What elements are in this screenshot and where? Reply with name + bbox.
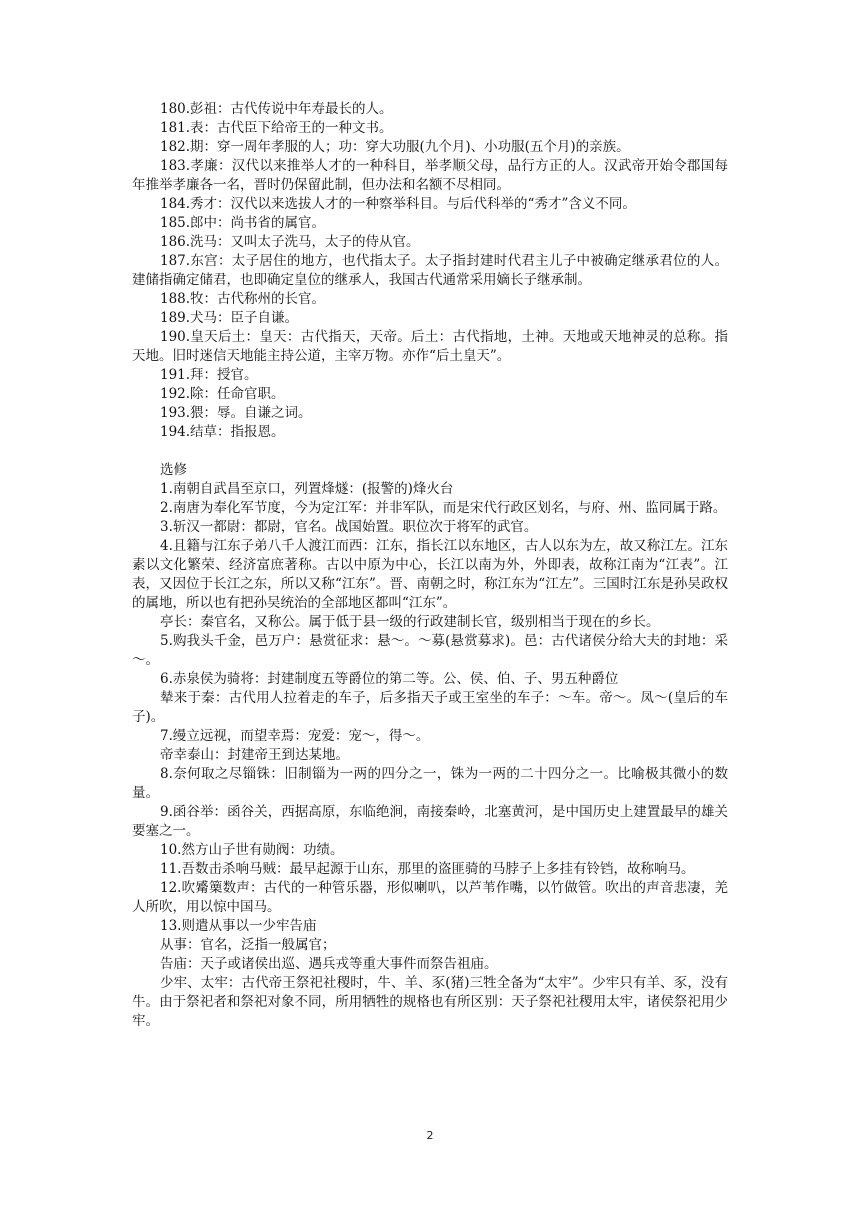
glossary-entry: 188.牧：古代称州的长官。 [160, 291, 326, 307]
glossary-entry: 帝幸泰山：封建帝王到达某地。 [160, 747, 349, 763]
glossary-entry: 2.南唐为奉化军节度，今为定江军：并非军队，而是宋代行政区划名，与府、州、监同属于路。 [160, 500, 727, 516]
glossary-list-top [132, 100, 728, 442]
glossary-entry: 7.缦立远视，而望幸焉：宠爱：宠～，得～。 [160, 728, 430, 744]
glossary-entry: 187.东宫：太子居住的地方，也代指太子。太子指封建时代君主儿子中被确定继承君位的人。建储指确定储君，也即确定皇位的继承人，我国古代通常采用嫡长子继承制。 [132, 253, 728, 288]
glossary-entry: 10.然方山子世有勋阀：功绩。 [160, 842, 344, 858]
glossary-entry: 192.除：任命官职。 [160, 386, 285, 402]
glossary-entry: 少牢、太牢：古代帝王祭祀社稷时，牛、羊、豕(猪)三牲全备为“太牢”。少牢只有羊、豕，没有牛。由于祭祀者和祭祀对象不同，所用牺牲的规格也有所区别：天子祭祀社稷用太牢，诸侯祭祀用少牢。 [132, 975, 728, 1029]
glossary-entry: 8.奈何取之尽锱铢：旧制锱为一两的四分之一，铢为一两的二十四分之一。比喻极其微小的数量。 [132, 766, 728, 801]
glossary-entry: 告庙：天子或诸侯出巡、遇兵戎等重大事件而祭告祖庙。 [160, 956, 498, 972]
glossary-list-xuanxiu [132, 480, 728, 1031]
document-body [132, 100, 728, 1031]
section-heading: 选修 [160, 462, 187, 478]
glossary-entry: 191.拜：授官。 [160, 367, 258, 383]
glossary-entry: 6.赤泉侯为骑将：封建制度五等爵位的第二等。公、侯、伯、子、男五种爵位 [160, 671, 619, 687]
glossary-entry: 辇来于秦：古代用人拉着走的车子，后多指天子或王室坐的车子：～车。帝～。凤～(皇后的车子)。 [132, 690, 728, 725]
glossary-entry: 181.表：古代臣下给帝王的一种文书。 [160, 120, 393, 136]
glossary-entry: 11.吾数击杀响马贼：最早起源于山东，那里的盗匪骑的马脖子上多挂有铃铛，故称响马。 [160, 861, 695, 877]
glossary-entry: 183.孝廉：汉代以来推举人才的一种科目，举孝顺父母，品行方正的人。汉武帝开始令郡国每年推举孝廉各一名，晋时仍保留此制，但办法和名额不尽相同。 [132, 158, 728, 193]
glossary-entry: 5.购我头千金，邑万户：悬赏征求：悬～。～募(悬赏募求)。邑：古代诸侯分给大夫的封地：采～。 [132, 633, 728, 668]
glossary-entry: 185.郎中：尚书省的属官。 [160, 215, 326, 231]
glossary-entry: 1.南朝自武昌至京口，列置烽燧：(报警的)烽火台 [160, 481, 454, 497]
glossary-entry: 从事：官名，泛指一般属官； [160, 937, 336, 953]
glossary-entry: 190.皇天后土：皇天：古代指天，天帝。后土：古代指地，土神。天地或天地神灵的总称。指天地。旧时迷信天地能主持公道，主宰万物。亦作“后土皇天”。 [132, 329, 728, 364]
glossary-entry: 4.且籍与江东子弟八千人渡江而西：江东，指长江以东地区，古人以东为左，故又称江左。江东素以文化繁荣、经济富庶著称。古以中原为中心，长江以南为外，外即表，故称江南为“江表”。江表，又因位于长江之东，所以又称“江东”。晋、南朝之时，称江东为“江左”。三国时江东是孙吴政权的属地，所以也有把孙吴统治的全部地区都叫“江东”。 [132, 538, 728, 611]
glossary-entry: 12.吹觱篥数声：古代的一种管乐器，形似喇叭，以芦苇作嘴，以竹做管。吹出的声音悲凄，羌人所吹，用以惊中国马。 [132, 880, 728, 915]
glossary-entry: 193.猥：辱。自谦之词。 [160, 405, 312, 421]
glossary-entry: 184.秀才：汉代以来选拔人才的一种察举科目。与后代科举的“秀才”含义不同。 [160, 196, 636, 212]
blank-line [132, 442, 728, 461]
glossary-entry: 3.斩汉一都尉：都尉，官名。战国始置。职位次于将军的武官。 [160, 519, 538, 535]
glossary-entry: 180.彭祖：古代传说中年寿最长的人。 [160, 101, 393, 117]
glossary-entry: 亭长：秦官名，又称公。属于低于县一级的行政建制长官，级别相当于现在的乡长。 [160, 614, 660, 630]
glossary-entry: 9.函谷举：函谷关，西据高原，东临绝涧，南接秦岭，北塞黄河，是中国历史上建置最早的雄关要塞之一。 [132, 804, 728, 839]
glossary-entry: 189.犬马：臣子自谦。 [160, 310, 299, 326]
page-number: 2 [426, 1129, 434, 1142]
glossary-entry: 186.洗马：又叫太子洗马，太子的侍从官。 [160, 234, 420, 250]
glossary-entry: 182.期：穿一周年孝服的人；功：穿大功服(九个月)、小功服(五个月)的亲族。 [160, 139, 630, 155]
glossary-entry: 13.则遣从事以一少牢告庙 [160, 918, 317, 934]
glossary-entry: 194.结草：指报恩。 [160, 424, 285, 440]
